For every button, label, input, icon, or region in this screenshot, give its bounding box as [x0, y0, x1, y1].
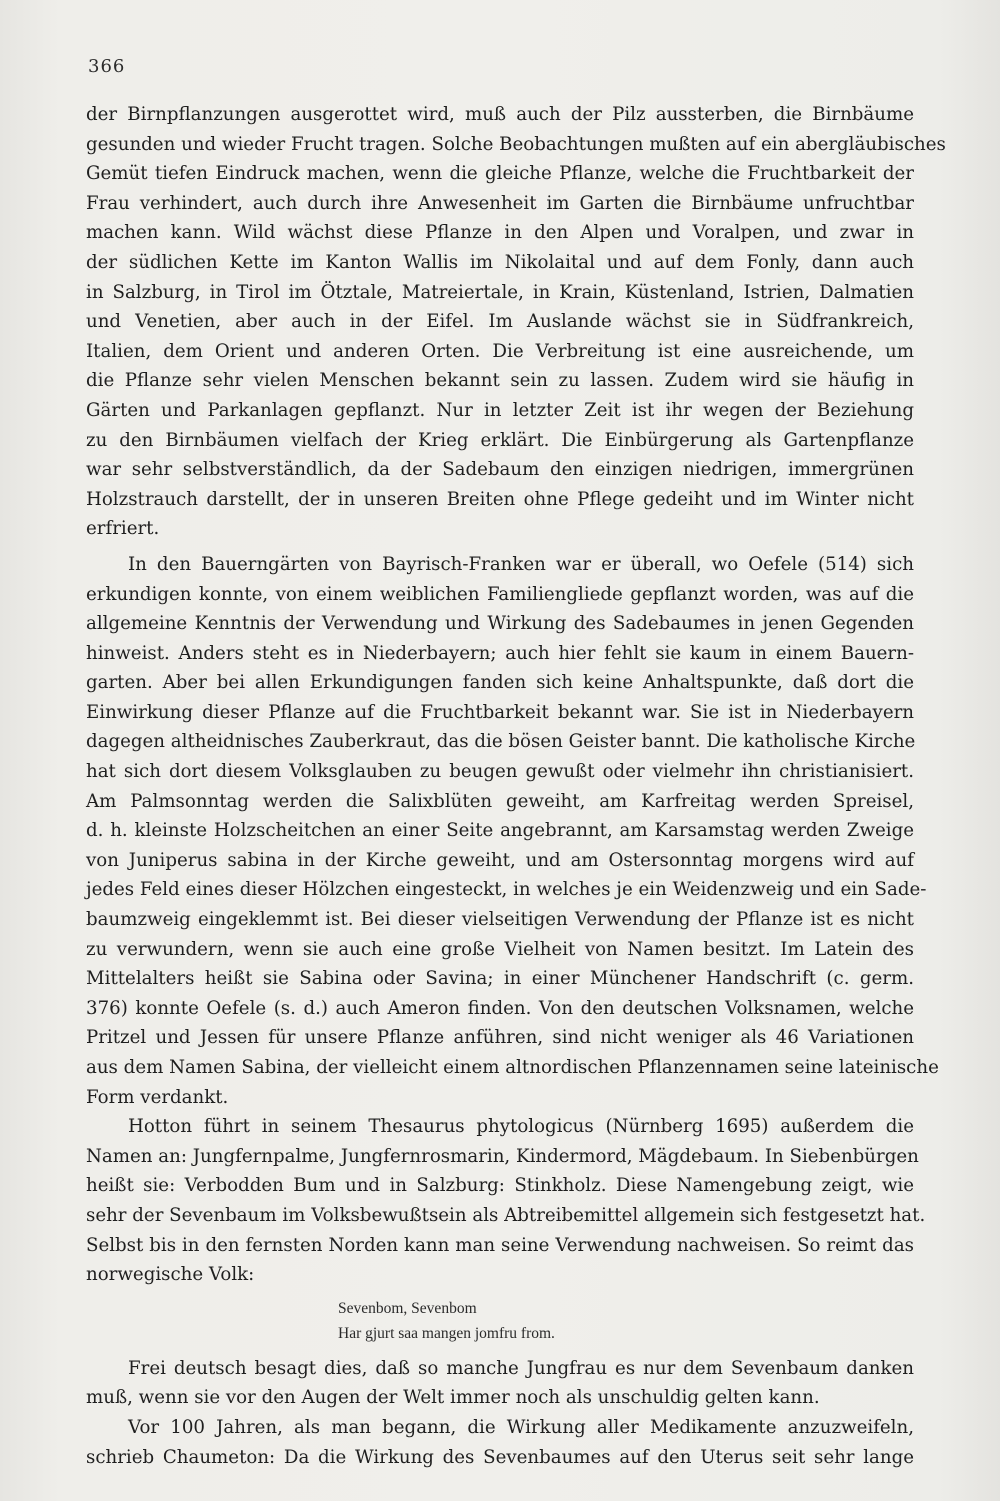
text-line: Einwirkung dieser Pflanze auf die Fruchtbarkeit bekannt war. Sie ist in Niederbayern	[86, 701, 914, 723]
text-line: d. h. kleinste Holzscheitchen an einer Seite angebrannt, am Karsamstag werden Zweige	[86, 820, 914, 842]
text-line: Pritzel und Jessen für unsere Pflanze anführen, sind nicht weniger als 46 Variationen	[86, 1027, 914, 1049]
text-line: Frau verhindert, auch durch ihre Anwesenheit im Garten die Birnbäume unfruchtbar	[86, 192, 914, 214]
body-text	[86, 100, 946, 1472]
text-line: und Venetien, aber auch in der Eifel. Im Auslande wächst sie in Südfrankreich,	[86, 311, 914, 333]
text-line: norwegische Volk:	[86, 1264, 255, 1286]
text-line: in Salzburg, in Tirol im Ötztale, Matreiertale, in Krain, Küstenland, Istrien, Dalmatien	[86, 281, 914, 303]
text-line: Frei deutsch besagt dies, daß so manche Jungfrau es nur dem Sevenbaum danken	[128, 1357, 914, 1379]
text-line: allgemeine Kenntnis der Verwendung und Wirkung des Sadebaumes in jenen Gegenden	[86, 613, 914, 635]
text-line: Gärten und Parkanlagen gepflanzt. Nur in letzter Zeit ist ihr wegen der Beziehung	[86, 399, 914, 421]
paragraph-5	[86, 1413, 914, 1472]
text-line: von Juniperus sabina in der Kirche geweiht, und am Ostersonntag morgens wird auf	[86, 849, 914, 871]
text-line: Selbst bis in den fernsten Norden kann man seine Verwendung nachweisen. So reimt das	[86, 1234, 914, 1256]
text-line: 376) konnte Oefele (s. d.) auch Ameron finden. Von den deutschen Volksnamen, welche	[86, 997, 914, 1019]
paragraph-2	[86, 550, 939, 1112]
text-line: Italien, dem Orient und anderen Orten. Die Verbreitung ist eine ausreichende, um	[86, 340, 914, 362]
text-line: der Birnpflanzungen ausgerottet wird, muß auch der Pilz aussterben, die Birnbäume	[86, 104, 914, 125]
text-line: baumzweig eingeklemmt ist. Bei dieser vielseitigen Verwendung der Pflanze ist es nicht	[86, 909, 914, 931]
paragraph-3	[86, 1112, 926, 1290]
text-line: war sehr selbstverständlich, da der Sadebaum den einzigen niedrigen, immergrünen	[86, 459, 914, 481]
text-line: zu den Birnbäumen vielfach der Krieg erklärt. Die Einbürgerung als Gartenpflanze	[86, 429, 914, 451]
text-line: der südlichen Kette im Kanton Wallis im Nikolaital und auf dem Fonly, dann auch	[86, 251, 914, 273]
text-line: schrieb Chaumeton: Da die Wirkung des Sevenbaumes auf den Uterus seit sehr lange	[86, 1446, 914, 1468]
paragraph-4	[86, 1354, 914, 1413]
verse-line: Har gjurt saa mangen jomfru from.	[338, 1324, 555, 1342]
text-line: Hotton führt in seinem Thesaurus phytologicus (Nürnberg 1695) außerdem die	[128, 1116, 914, 1138]
verse-quote	[86, 1296, 914, 1346]
verse-line: Sevenbom, Sevenbom	[338, 1299, 477, 1317]
text-line: garten. Aber bei allen Erkundigungen fanden sich keine Anhaltspunkte, daß dort die	[86, 672, 914, 694]
text-line: gesunden und wieder Frucht tragen. Solche Beobachtungen mußten auf ein abergläubisches	[86, 133, 946, 155]
text-line: erfriert.	[86, 518, 160, 540]
text-line: zu verwundern, wenn sie auch eine große Vielheit von Namen besitzt. Im Latein des	[86, 938, 914, 960]
text-line: Vor 100 Jahren, als man begann, die Wirkung aller Medikamente anzuzweifeln,	[128, 1416, 914, 1438]
text-line: erkundigen konnte, von einem weiblichen Familiengliede gepflanzt worden, was auf die	[86, 583, 914, 605]
text-line: Gemüt tiefen Eindruck machen, wenn die gleiche Pflanze, welche die Fruchtbarkeit der	[86, 163, 914, 185]
text-line: Mittelalters heißt sie Sabina oder Savina; in einer Münchener Handschrift (c. germ.	[86, 968, 914, 990]
text-line: Holzstrauch darstellt, der in unseren Breiten ohne Pflege gedeiht und im Winter nicht	[86, 488, 914, 510]
text-line: hat sich dort diesem Volksglauben zu beugen gewußt oder vielmehr ihn christianisiert.	[86, 761, 914, 783]
text-line: hinweist. Anders steht es in Niederbayern; auch hier fehlt sie kaum in einem Bauern-	[86, 642, 914, 664]
paragraph-1	[86, 100, 946, 544]
text-line: Form verdankt.	[86, 1086, 229, 1108]
text-line: die Pflanze sehr vielen Menschen bekannt sein zu lassen. Zudem wird sie häufig in	[86, 370, 914, 392]
text-line: machen kann. Wild wächst diese Pflanze in den Alpen und Voralpen, und zwar in	[86, 222, 914, 244]
text-line: aus dem Namen Sabina, der vielleicht einem altnordischen Pflanzennamen seine lateinische	[86, 1057, 939, 1078]
text-line: Am Palmsonntag werden die Salixblüten geweiht, am Karfreitag werden Spreisel,	[86, 790, 914, 812]
text-line: Namen an: Jungfernpalme, Jungfernrosmarin, Kindermord, Mägdebaum. In Siebenbürgen	[86, 1145, 919, 1167]
page-number: 366	[88, 56, 126, 77]
text-line: muß, wenn sie vor den Augen der Welt immer noch als unschuldig gelten kann.	[86, 1387, 820, 1409]
text-line: jedes Feld eines dieser Hölzchen eingesteckt, in welches je ein Weidenzweig und ein Sade-	[86, 879, 927, 901]
text-line: sehr der Sevenbaum im Volksbewußtsein als Abtreibemittel allgemein sich festgesetzt hat.	[86, 1204, 926, 1226]
text-line: dagegen altheidnisches Zauberkraut, das die bösen Geister bannt. Die katholische Kirche	[86, 731, 916, 753]
text-line: In den Bauerngärten von Bayrisch-Franken war er überall, wo Oefele (514) sich	[128, 553, 914, 575]
text-line: heißt sie: Verbodden Bum und in Salzburg: Stinkholz. Diese Namengebung zeigt, wie	[86, 1175, 914, 1197]
